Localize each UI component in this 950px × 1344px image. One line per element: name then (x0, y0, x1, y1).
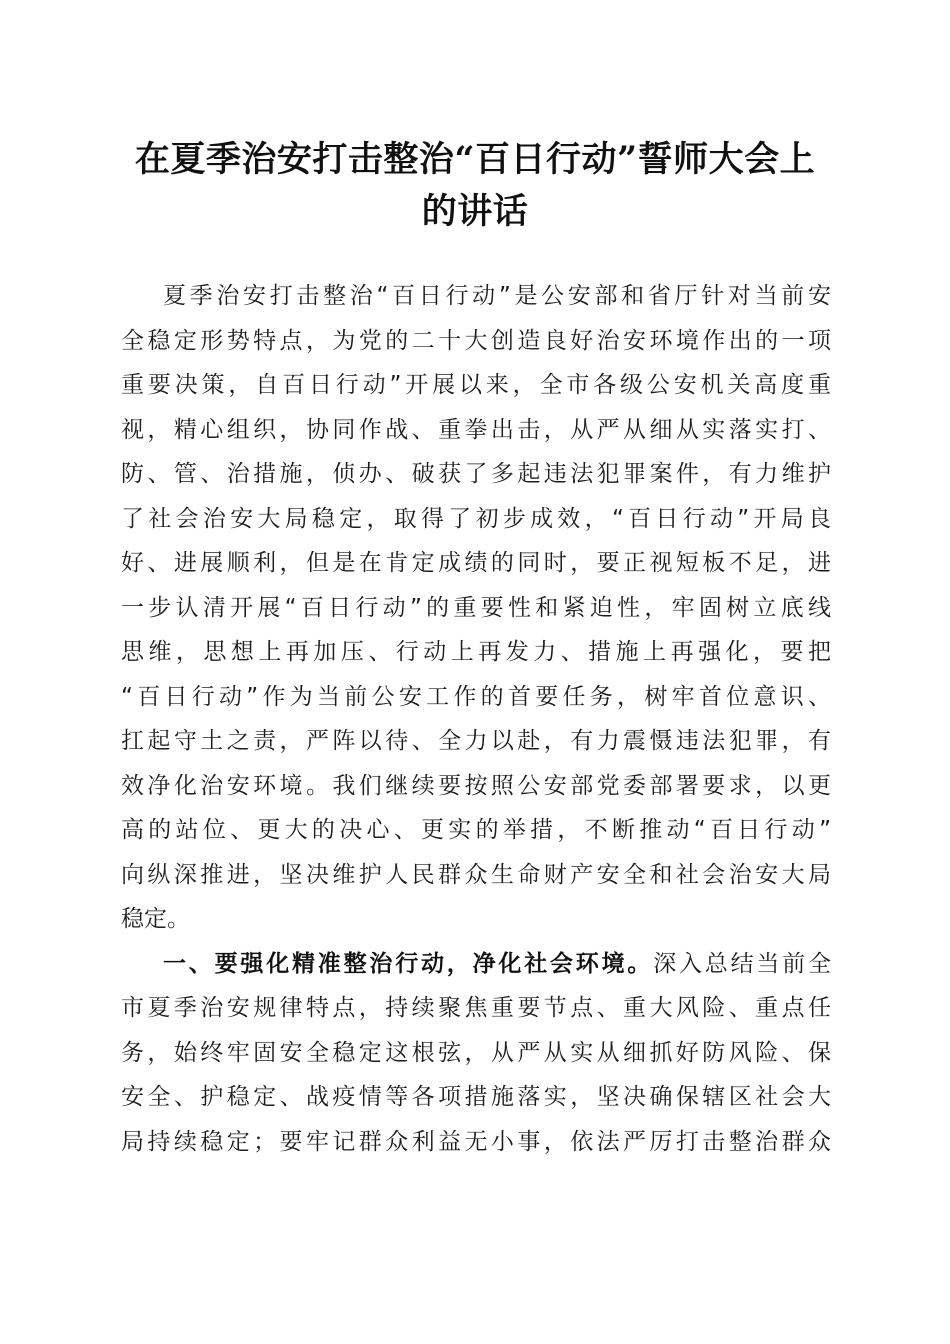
paragraph-2 (121, 942, 831, 1165)
paragraph-line: 思维，思想上再加压、行动上再发力、措施上再强化，要把 (121, 639, 831, 665)
paragraph-line: 安全、护稳定、战疫情等各项措施落实，坚决确保辖区社会大 (121, 1084, 831, 1110)
paragraph-line: 效净化治安环境。我们继续要按照公安部党委部署要求，以更 (121, 772, 831, 799)
document-title (100, 134, 850, 238)
section-heading: 一、要强化精准整治行动，净化社会环境。 (163, 950, 654, 977)
paragraph-line: 夏季治安打击整治“百日行动”是公安部和省厅针对当前安 (163, 283, 831, 309)
paragraph-line: 了社会治安大局稳定，取得了初步成效，“百日行动”开局良 (121, 505, 831, 532)
paragraph-line: 务，始终牢固安全稳定这根弦，从严从实从细抓好防风险、保 (121, 1039, 831, 1066)
document-body (121, 274, 831, 1164)
paragraph-line: 防、管、治措施，侦办、破获了多起违法犯罪案件，有力维护 (121, 461, 831, 487)
title-line-2: 的讲话 (421, 191, 529, 232)
paragraph-line: 一步认清开展“百日行动”的重要性和紧迫性，牢固树立底线 (121, 594, 831, 621)
paragraph-line: “百日行动”作为当前公安工作的首要任务，树牢首位意识、 (121, 683, 831, 710)
paragraph-line: 市夏季治安规律特点，持续聚焦重要节点、重大风险、重点任 (121, 995, 831, 1021)
paragraph-line: 高的站位、更大的决心、更实的举措，不断推动“百日行动” (121, 817, 831, 843)
paragraph-line: 稳定。 (121, 906, 190, 932)
paragraph-line: 扛起守土之责，严阵以待、全力以赴，有力震慑违法犯罪，有 (121, 728, 831, 754)
paragraph-line-tail: 深入总结当前全 (653, 950, 832, 977)
paragraph-line: 好、进展顺利，但是在肯定成绩的同时，要正视短板不足，进 (121, 550, 831, 576)
paragraph-1 (121, 274, 831, 942)
paragraph-line: 全稳定形势特点，为党的二十大创造良好治安环境作出的一项 (121, 327, 831, 354)
paragraph-line: 重要决策，自百日行动”开展以来，全市各级公安机关高度重 (121, 372, 831, 398)
paragraph-line: 向纵深推进，坚决维护人民群众生命财产安全和社会治安大局 (121, 861, 831, 888)
paragraph-first-line (121, 942, 831, 987)
title-line-1: 在夏季治安打击整治“百日行动”誓师大会上 (134, 139, 816, 180)
paragraph-line: 局持续稳定；要牢记群众利益无小事，依法严厉打击整治群众 (121, 1128, 831, 1155)
paragraph-line: 视，精心组织，协同作战、重拳出击，从严从细从实落实打、 (121, 416, 831, 443)
